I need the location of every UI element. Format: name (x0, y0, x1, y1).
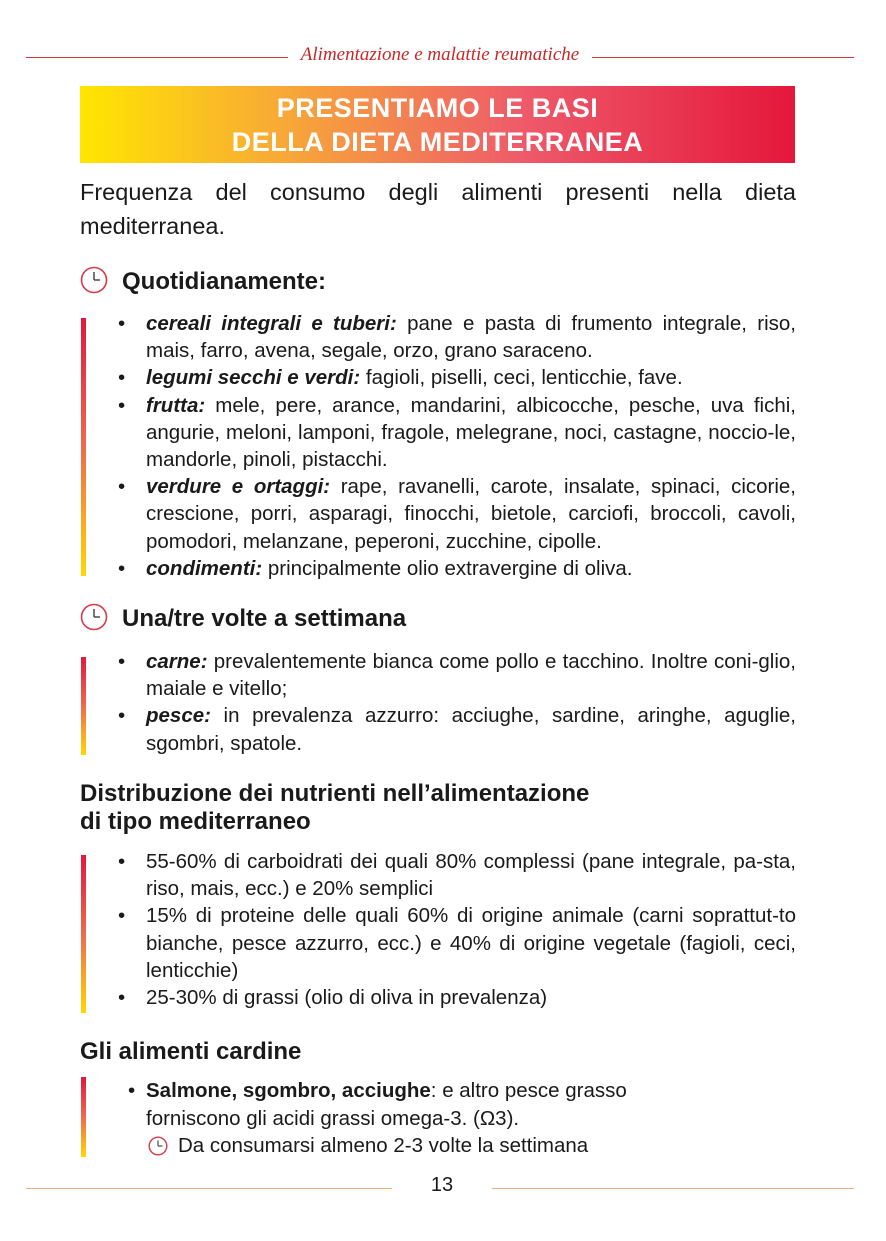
title-banner (80, 86, 795, 163)
list-item: • 25-30% di grassi (olio di oliva in prevalenza) (118, 986, 548, 1010)
section-nutrients-title-1: Distribuzione dei nutrienti nell’alimentazione (80, 780, 590, 807)
accent-bar-cardine (81, 1077, 86, 1157)
section-weekly-heading (80, 605, 406, 633)
running-header: Alimentazione e malattie reumatiche (300, 44, 580, 65)
clock-icon (148, 1136, 168, 1156)
cardine-item-line-2: forniscono gli acidi grassi omega-3. (Ω3). (146, 1106, 520, 1130)
cardine-note: Da consumarsi almeno 2-3 volte la settimana (128, 1132, 728, 1160)
section-daily-title: Quotidianamente: (122, 268, 327, 295)
list-item: • cereali integrali e tuberi: pane e pasta di frumento integrale, riso, mais, farro, avena, segale, orzo, grano saraceno. (118, 312, 796, 363)
section-daily-heading (80, 268, 326, 296)
intro-paragraph: Frequenza del consumo degli alimenti presenti nella dieta mediterranea. (80, 179, 796, 239)
list-item: • 15% di proteine delle quali 60% di origine animale (carni soprattut-to bianche, pesce azzurro, ecc.) e 40% di origine vegetale (fagioli, ceci, lenticchie) (118, 904, 796, 982)
section-cardine-heading: Gli alimenti cardine (80, 1038, 302, 1065)
cardine-item: • Salmone, sgombro, acciughe: e altro pesce grasso (128, 1079, 627, 1102)
header-rule-left (26, 57, 288, 58)
list-item: • frutta: mele, pere, arance, mandarini, albicocche, pesche, uva fichi, angurie, meloni, lamponi, fragole, melegrane, noci, castagne, noccio-le, mandorle, pinoli, pistacchi. (118, 393, 796, 472)
list-item: • condimenti: principalmente olio extravergine di oliva. (118, 556, 633, 580)
accent-bar-nutrients (81, 855, 86, 1013)
header-rule-right (592, 57, 854, 58)
list-item: • legumi secchi e verdi: fagioli, piselli, ceci, lenticchie, fave. (118, 366, 683, 390)
footer-rule-left (26, 1188, 392, 1189)
page-number: 13 (430, 1174, 454, 1196)
list-item: • pesce: in prevalenza azzurro: acciughe, sardine, aringhe, aguglie, sgombri, spatole. (118, 704, 796, 755)
cardine-block (128, 1077, 728, 1160)
weekly-list (118, 648, 796, 757)
clock-icon (80, 266, 108, 294)
banner-line-1: PRESENTIAMO LE BASI (276, 93, 599, 123)
section-nutrients-heading (80, 780, 589, 836)
list-item: • 55-60% di carboidrati dei quali 80% complessi (pane integrale, pa-sta, riso, mais, ecc.) e 20% semplici (118, 850, 796, 901)
nutrients-list (118, 848, 796, 1011)
section-nutrients-title-2: di tipo mediterraneo (80, 808, 311, 835)
list-item: • verdure e ortaggi: rape, ravanelli, carote, insalate, spinaci, cicorie, crescione, porri, asparagi, finocchi, bietole, carciofi, broccoli, cavoli, pomodori, melanzane, peperoni, zucchine, cipolle. (118, 475, 797, 553)
section-weekly-title: Una/tre volte a settimana (122, 605, 407, 632)
accent-bar-daily (81, 318, 86, 576)
daily-list (118, 310, 796, 582)
banner-line-2: DELLA DIETA MEDITERRANEA (231, 127, 644, 157)
accent-bar-weekly (81, 657, 86, 755)
list-item: • carne: prevalentemente bianca come pollo e tacchino. Inoltre coni-glio, maiale e vitello; (118, 650, 796, 701)
clock-icon (80, 603, 108, 631)
footer-rule-right (492, 1188, 854, 1189)
